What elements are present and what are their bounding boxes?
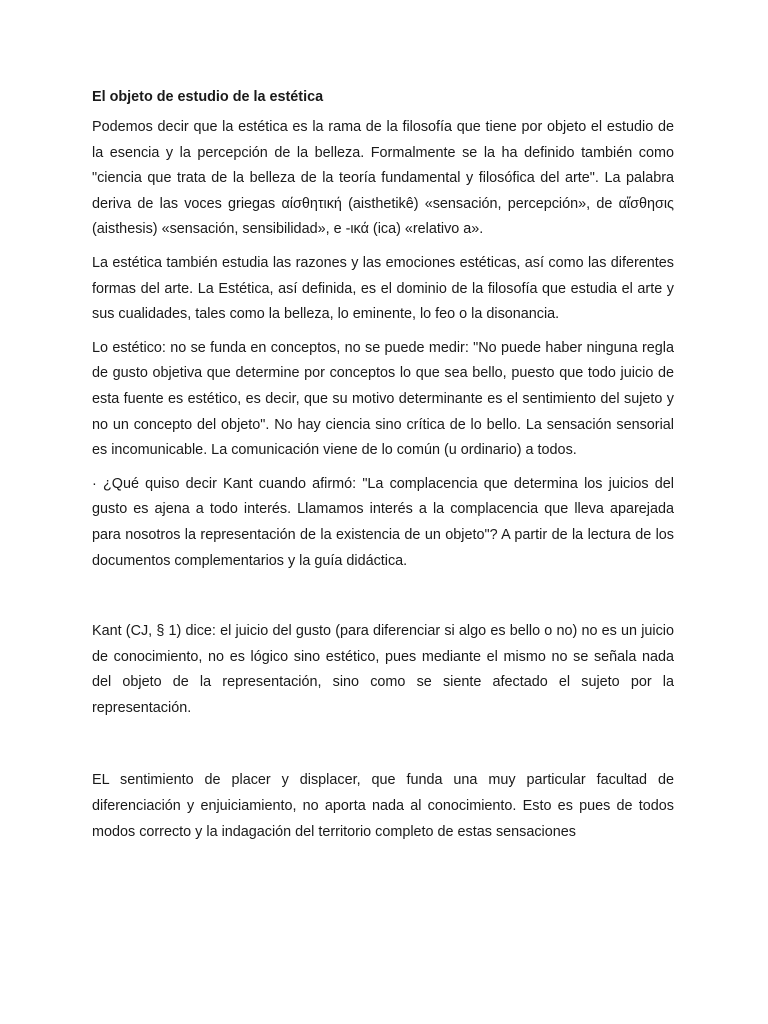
paragraph-lo-estetico: Lo estético: no se funda en conceptos, no se puede medir: "No puede haber ninguna regla de gusto objetiva que determine por conceptos lo que sea bello, puesto que todo juicio de esta fuente es estético, es decir, que su motivo determinante es el sentimiento del sujeto y no un concepto del objeto". No hay ciencia sino crítica de lo bello. La sensación sensorial es incomunicable. La comunicación viene de lo común (u ordinario) a todos.: [92, 339, 674, 459]
paragraph-spacer: [92, 729, 674, 768]
paragraph-definition: Podemos decir que la estética es la rama de la filosofía que tiene por objeto el estudio de la esencia y la percepción de la belleza. Formalmente se la ha definido también como "ciencia que trata de la belleza de la teoría fundamental y filosófica del arte". La palabra deriva de las voces griegas αίσθητική (aisthetikê) «sensación, percepción», de αἴσθησις (aisthesis) «sensación, sensibilidad», e -ικά (ica) «relativo a».: [92, 119, 674, 238]
document-title: El objeto de estudio de la estética: [92, 89, 324, 105]
paragraph-kant-question: · ¿Qué quiso decir Kant cuando afirmó: "La complacencia que determina los juicios del gusto es ajena a todo interés. Llamamos interés a la complacencia que lleva aparejada para nosotros la representación de la existencia de un objeto"? A partir de la lectura de los documentos complementarios y la guía didáctica.: [92, 475, 674, 569]
paragraph-spacer: [92, 582, 674, 619]
paragraph-placer-displacer: EL sentimiento de placer y displacer, que funda una muy particular facultad de diferenciación y enjuiciamiento, no aporta nada al conocimiento. Esto es pues de todos modos correcto y la indagación del territorio completo de estas sensaciones: [92, 772, 674, 840]
paragraph-aesthetic-emotions: La estética también estudia las razones y las emociones estéticas, así como las diferentes formas del arte. La Estética, así definida, es el dominio de la filosofía que estudia el arte y sus cualidades, tales como la belleza, lo eminente, lo feo o la disonancia.: [92, 254, 674, 323]
document-body: [92, 86, 674, 853]
paragraph-kant-cj: Kant (CJ, § 1) dice: el juicio del gusto (para diferenciar si algo es bello o no) no es un juicio de conocimiento, no es lógico sino estético, pues mediante el mismo no se señala nada del objeto de la representación, sino como se siente afectado el sujeto por la representación.: [92, 623, 674, 716]
